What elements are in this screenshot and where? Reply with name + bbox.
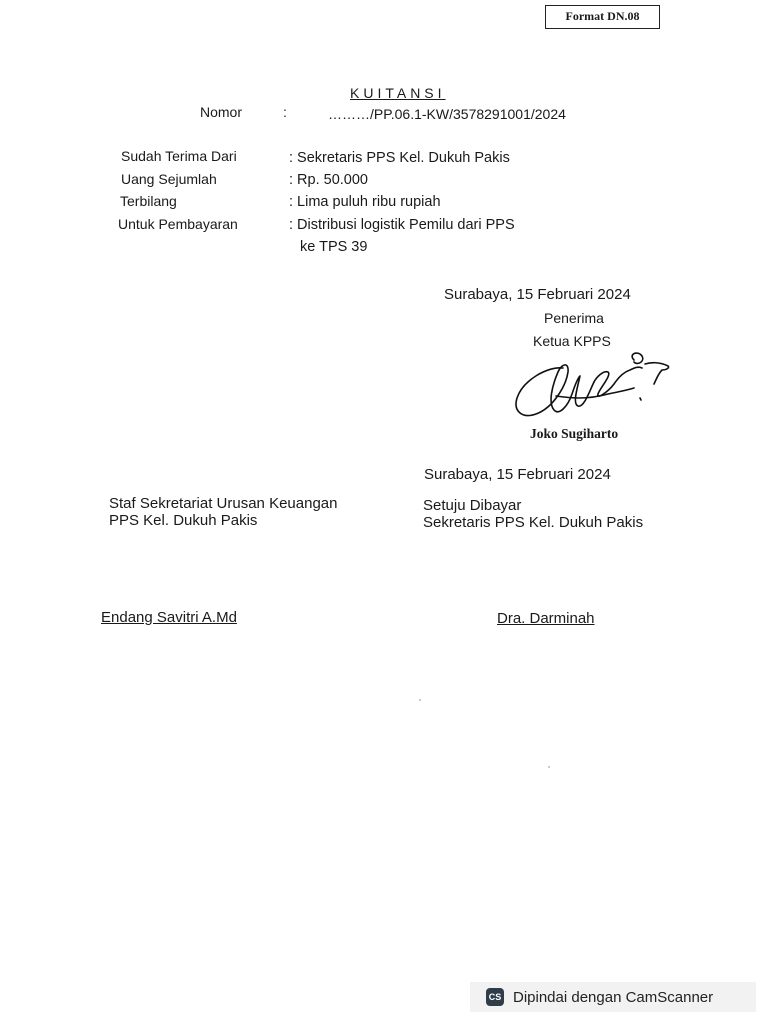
approver-title-line1: Setuju Dibayar: [423, 497, 522, 514]
field-value-untuk-pembayaran: : Distribusi logistik Pemilu dari PPS: [289, 217, 515, 233]
camscanner-icon: CS: [486, 988, 504, 1006]
field-value-terbilang: : Lima puluh ribu rupiah: [289, 194, 441, 210]
scan-speck: [419, 699, 421, 701]
receiver-name: Joko Sugiharto: [530, 426, 619, 441]
receiver-date: Surabaya, 15 Februari 2024: [444, 286, 631, 303]
receiver-role: Penerima: [544, 310, 604, 326]
field-value-uang-sejumlah: : Rp. 50.000: [289, 172, 368, 188]
field-value-sudah-terima: : Sekretaris PPS Kel. Dukuh Pakis: [289, 150, 510, 166]
document-title: KUITANSI: [350, 85, 446, 101]
field-label-uang-sejumlah: Uang Sejumlah: [121, 171, 217, 187]
nomor-value: ………/PP.06.1-KW/3578291001/2024: [328, 106, 566, 122]
approver-name: Dra. Darminah: [497, 610, 595, 627]
finance-staff-title-line1: Staf Sekretariat Urusan Keuangan: [109, 495, 338, 512]
nomor-colon: :: [283, 104, 287, 120]
camscanner-text: Dipindai dengan CamScanner: [513, 988, 714, 1006]
approval-date: Surabaya, 15 Februari 2024: [424, 466, 611, 483]
nomor-label: Nomor: [200, 104, 243, 120]
approver-title-line2: Sekretaris PPS Kel. Dukuh Pakis: [423, 514, 644, 531]
camscanner-watermark: [470, 982, 756, 1012]
field-label-terbilang: Terbilang: [120, 193, 177, 209]
field-label-sudah-terima: Sudah Terima Dari: [121, 148, 237, 164]
receiver-position: Ketua KPPS: [533, 333, 611, 349]
scan-speck: [548, 766, 550, 768]
field-value-untuk-pembayaran-line2: ke TPS 39: [300, 239, 368, 255]
field-label-untuk-pembayaran: Untuk Pembayaran: [118, 216, 238, 232]
format-label: Format DN.08: [545, 5, 660, 29]
finance-staff-title-line2: PPS Kel. Dukuh Pakis: [109, 512, 258, 529]
signature-image: [508, 348, 678, 423]
finance-staff-name: Endang Savitri A.Md: [101, 609, 237, 626]
